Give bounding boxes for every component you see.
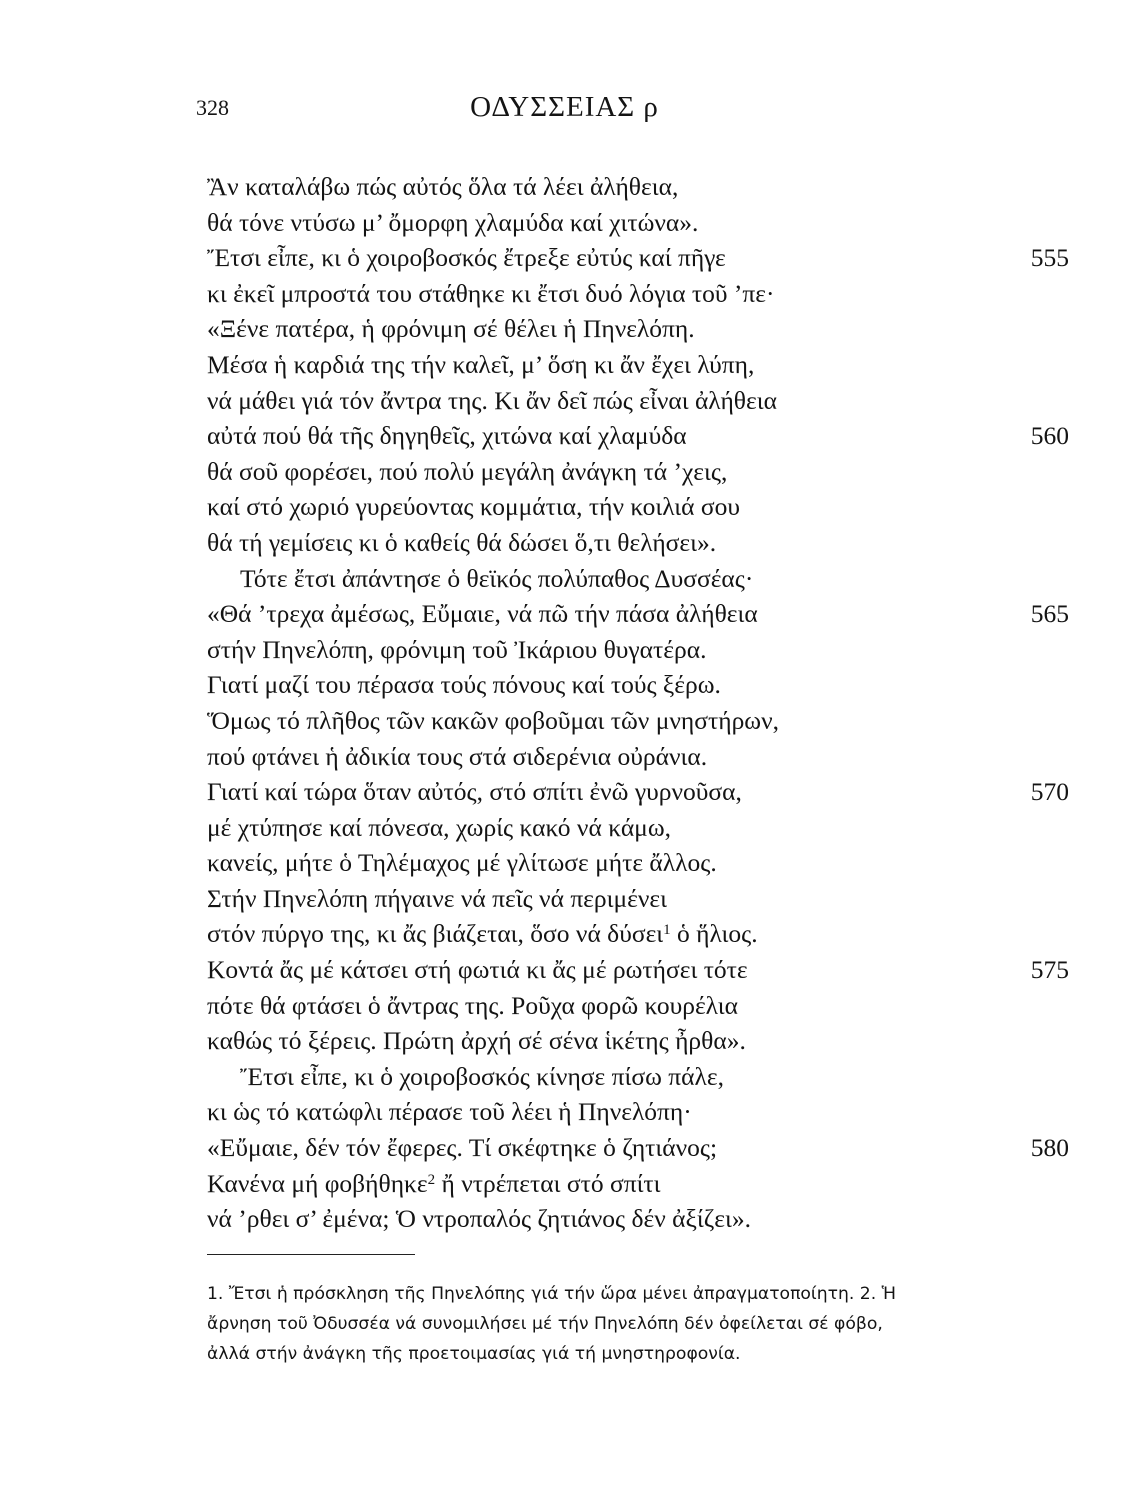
verse-line [0,347,1129,383]
verse-line [0,418,1129,454]
verse-line [0,489,1129,525]
verse-text-main: μέ χτύπησε καί πόνεσα, χωρίς κακό νά κάμω, [207,812,672,842]
line-number: 575 [1030,955,1069,985]
verse-text-main: νά μάθει γιά τόν ἄντρα της. Κι ἄν δεῖ πώς εἶναι ἀλήθεια [207,385,777,415]
verse-text [207,383,777,419]
verse-line [0,525,1129,561]
line-number: 580 [1030,1133,1069,1163]
verse-text-main: κανείς, μήτε ὁ Τηλέμαχος μέ γλίτωσε μήτε ἄλλος. [207,848,717,878]
verse-text-main: στήν Πηνελόπη, φρόνιμη τοῦ Ἰκάριου θυγατέρα. [207,634,707,664]
verse-text-main: νά ’ρθει σ’ ἐμένα; Ὁ ντροπαλός ζητιάνος δέν ἀξίζει». [207,1204,752,1234]
verse-text-tail: ὁ ἥλιος. [670,919,758,949]
verse-text [207,1166,661,1202]
verse-text [207,881,667,917]
verse-text [207,418,687,454]
verse-text-main: καθώς τό ξέρεις. Πρώτη ἀρχή σέ σένα ἱκέτης ἦρθα». [207,1026,746,1056]
verse-text [207,952,748,988]
verse-line [0,454,1129,490]
verse-text [207,205,698,241]
verse-line [0,881,1129,917]
verse-text [207,1094,692,1130]
footnote-line: ἄρνηση τοῦ Ὀδυσσέα νά συνομιλήσει μέ τήν Πηνελόπη δέν ὀφείλεται σέ φόβο, [207,1314,883,1334]
verse-text-main: Ἔτσι εἶπε, κι ὁ χοιροβοσκός ἔτρεξε εὐτύς καί πῆγε [207,243,726,273]
verse-line [0,240,1129,276]
verse-text-main: Τότε ἔτσι ἀπάντησε ὁ θεϊκός πολύπαθος Δυσσέας· [240,563,754,593]
verse-line [0,1130,1129,1166]
verse-text-main: Γιατί καί τώρα ὅταν αὐτός, στό σπίτι ἐνῶ γυρνοῦσα, [207,777,742,807]
verse-line [0,383,1129,419]
verse-line [0,1023,1129,1059]
footnotes [207,1279,1069,1369]
verse-text-main: θά τόνε ντύσω μ’ ὄμορφη χλαμύδα καί χιτώνα». [207,207,699,237]
verse-text-main: Στήν Πηνελόπη πήγαινε νά πεῖς νά περιμένει [207,883,667,913]
verse-text [207,169,678,205]
verse-line [0,774,1129,810]
verse-text [207,845,717,881]
verse-text [240,561,753,597]
verse-line [0,667,1129,703]
verse-line [0,1201,1129,1237]
verse-text-main: καί στό χωριό γυρεύοντας κομμάτια, τήν κοιλιά σου [207,492,741,522]
verse-text-main: Ὅμως τό πλῆθος τῶν κακῶν φοβοῦμαι τῶν μνηστήρων, [207,705,779,735]
footnote-marker: 2 [427,1171,436,1188]
verse-text [207,1201,751,1237]
verse-text-main: Ἂν καταλάβω πώς αὐτός ὅλα τά λέει ἀλήθεια, [207,172,679,201]
verse-line [0,169,1129,205]
verse-text-main: στόν πύργο της, κι ἄς βιάζεται, ὅσο νά δύσει [207,919,664,949]
verse-text-main: κι ὡς τό κατώφλι πέρασε τοῦ λέει ἡ Πηνελόπη· [207,1097,692,1127]
verse-block [0,169,1129,1237]
verse-text [207,596,758,632]
verse-text [240,1059,724,1095]
verse-text-main: πότε θά φτάσει ὁ ἄντρας της. Ροῦχα φορῶ κουρέλια [207,990,738,1020]
verse-line [0,276,1129,312]
verse-line [0,810,1129,846]
line-number: 560 [1030,421,1069,451]
verse-text-main: πού φτάνει ἡ ἀδικία τους στά σιδερένια οὐράνια. [207,741,708,771]
verse-line [0,1166,1129,1202]
verse-text-main: κι ἐκεῖ μπροστά του στάθηκε κι ἔτσι δυό λόγια τοῦ ’πε· [207,278,775,308]
verse-line [0,952,1129,988]
verse-text [207,739,707,775]
verse-text [207,525,716,561]
verse-text [207,810,671,846]
verse-text [207,489,740,525]
verse-text-main: Κανένα μή φοβήθηκε [207,1168,428,1198]
verse-text-tail: ἤ ντρέπεται στό σπίτι [435,1168,661,1198]
line-number: 565 [1030,599,1069,629]
line-number: 570 [1030,777,1069,807]
verse-line [0,561,1129,597]
verse-text-main: Ἔτσι εἶπε, κι ὁ χοιροβοσκός κίνησε πίσω πάλε, [240,1061,724,1091]
verse-text-main: «Εὔμαιε, δέν τόν ἔφερες. Τί σκέφτηκε ὁ ζητιάνος; [207,1133,718,1163]
verse-text [207,632,706,668]
verse-text [207,667,721,703]
footnote-marker: 1 [663,922,671,939]
verse-text [207,916,758,952]
verse-text [207,276,775,312]
verse-text-main: «Θά ’τρεχα ἀμέσως, Εὔμαιε, νά πῶ τήν πάσα ἀλήθεια [207,599,758,629]
verse-line [0,739,1129,775]
verse-text [207,1130,717,1166]
verse-line [0,632,1129,668]
verse-text-main: Γιατί μαζί του πέρασα τούς πόνους καί τούς ξέρω. [207,670,721,700]
verse-line [0,596,1129,632]
footnote-line: ἀλλά στήν ἀνάγκη τῆς προετοιμασίας γιά τή μνηστηροφονία. [207,1344,741,1364]
verse-text-main: «Ξένε πατέρα, ἡ φρόνιμη σέ θέλει ἡ Πηνελόπη. [207,314,695,344]
verse-line [0,1059,1129,1095]
footnote-divider [207,1254,415,1255]
verse-text [207,1023,746,1059]
verse-line [0,311,1129,347]
page-number: 328 [196,95,229,120]
verse-text-main: Κοντά ἄς μέ κάτσει στή φωτιά κι ἄς μέ ρωτήσει τότε [207,955,748,985]
verse-line [0,205,1129,241]
verse-line [0,1094,1129,1130]
verse-line [0,916,1129,952]
verse-text [207,240,726,276]
verse-text [207,454,727,490]
verse-text [207,774,742,810]
verse-text-main: Μέσα ἡ καρδιά της τήν καλεῖ, μ’ ὅση κι ἄν ἔχει λύπη, [207,349,755,379]
verse-text-main: θά σοῦ φορέσει, πού πολύ μεγάλη ἀνάγκη τά ’χεις, [207,456,728,486]
verse-text [207,311,695,347]
verse-text [207,703,779,739]
footnote-line: 1. Ἔτσι ἡ πρόσκληση τῆς Πηνελόπης γιά τήν ὥρα μένει ἀπραγματοποίητη. 2. Ἡ [207,1284,897,1304]
running-title: ΟΔΥΣΣΕΙΑΣ ρ [470,91,659,123]
line-number: 555 [1030,243,1069,273]
verse-line [0,845,1129,881]
verse-line [0,703,1129,739]
verse-text-main: αὐτά πού θά τῆς δηγηθεῖς, χιτώνα καί χλαμύδα [207,421,687,451]
verse-text [207,347,754,383]
verse-text [207,988,738,1024]
verse-text-main: θά τή γεμίσεις κι ὁ καθείς θά δώσει ὅ,τι θελήσει». [207,527,717,557]
verse-line [0,988,1129,1024]
